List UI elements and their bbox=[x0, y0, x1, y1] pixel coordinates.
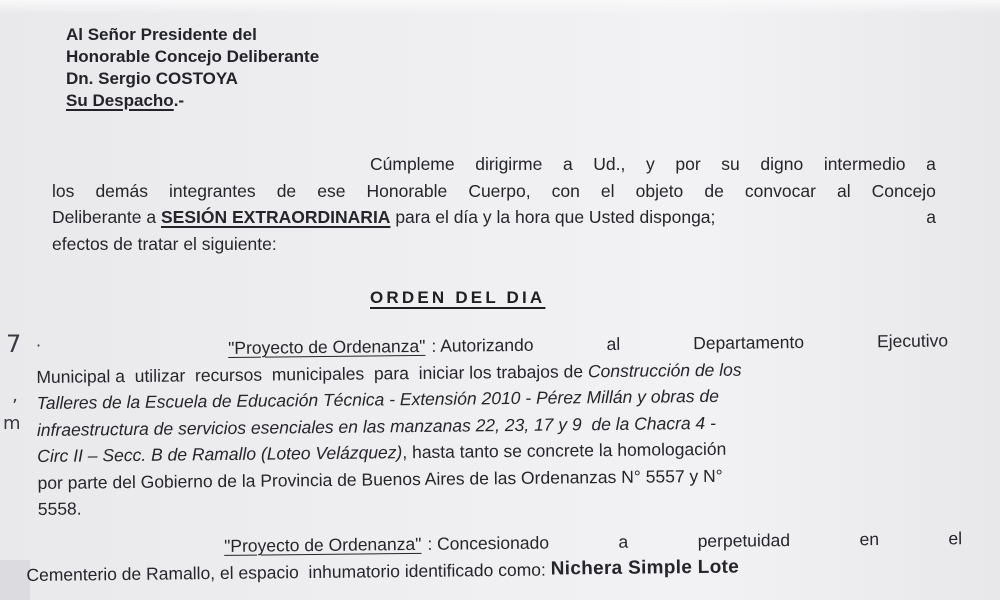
word: demás bbox=[95, 180, 148, 201]
word: Ud., bbox=[593, 154, 626, 174]
word: perpetuidad bbox=[697, 529, 791, 551]
item-label: "Proyecto de Ordenanza" bbox=[228, 335, 426, 358]
word: Concejo bbox=[871, 180, 936, 201]
intro-line bbox=[52, 151, 936, 178]
word: su bbox=[721, 154, 740, 174]
word: en bbox=[859, 529, 880, 550]
word: Cuerpo, bbox=[468, 180, 531, 201]
item-line: Circ II – Secc. B de Ramallo (Loteo Velázquez) , hasta tanto se concrete la homologación bbox=[37, 438, 727, 466]
su-despacho: Su Despacho bbox=[66, 91, 174, 110]
addressee-line: Su Despacho.- bbox=[66, 91, 185, 110]
word: Departamento bbox=[693, 331, 805, 354]
page-top-highlight bbox=[0, 0, 1000, 14]
word: a bbox=[618, 531, 629, 552]
word: el bbox=[948, 528, 963, 549]
word: de bbox=[704, 180, 724, 201]
handwritten-mark: m bbox=[3, 413, 21, 434]
agenda-item-2 bbox=[26, 525, 963, 588]
word: a bbox=[926, 154, 936, 174]
word: Cúmpleme bbox=[370, 154, 455, 174]
word: objeto bbox=[635, 180, 684, 201]
item-line: infraestructura de servicios esenciales en las manzanas 22, 23, 17 y 9 de la Chacra 4 - bbox=[36, 412, 717, 440]
word: de bbox=[276, 180, 297, 201]
word: intermedio bbox=[823, 154, 906, 174]
intro-paragraph bbox=[52, 151, 936, 257]
word: convocar bbox=[744, 180, 816, 201]
word: integrantes bbox=[169, 180, 256, 201]
word: a bbox=[562, 154, 573, 174]
word: Ejecutivo bbox=[876, 330, 949, 352]
word: : Autorizando bbox=[431, 334, 534, 356]
word: por bbox=[675, 154, 701, 174]
sesion-extraordinaria: SESIÓN EXTRAORDINARIA bbox=[160, 207, 391, 227]
item-label: "Proyecto de Ordenanza" bbox=[224, 533, 422, 556]
intro-line: efectos de tratar el siguiente: bbox=[52, 233, 277, 254]
addressee-line: Al Señor Presidente del bbox=[66, 25, 257, 44]
addressee-line: Honorable Concejo Deliberante bbox=[66, 47, 320, 66]
word: y bbox=[646, 154, 655, 174]
handwritten-mark: ʼ bbox=[12, 396, 18, 417]
word: ese bbox=[317, 180, 346, 201]
word: digno bbox=[760, 154, 804, 174]
item-line: Municipal a utilizar recursos municipales para iniciar los trabajos de Construcción de los bbox=[36, 359, 742, 387]
intro-line: Deliberante a SESIÓN EXTRAORDINARIA para el día y la hora que Usted disponga; a bbox=[52, 207, 936, 227]
word: : Concesionado bbox=[427, 532, 550, 554]
handwritten-mark: 7 bbox=[6, 330, 22, 358]
item-line: Cementerio de Ramallo, el espacio inhumatorio identificado como: Nichera Simple Lote bbox=[26, 556, 740, 585]
word: al bbox=[836, 180, 851, 201]
agenda-title: ORDEN DEL DIA bbox=[370, 288, 546, 307]
word: con bbox=[551, 180, 580, 201]
word: dirigirme bbox=[475, 154, 543, 174]
word: al bbox=[606, 333, 621, 355]
word: Honorable bbox=[366, 180, 448, 201]
nichera-simple-lote: Nichera Simple Lote bbox=[550, 556, 740, 580]
handwritten-mark: · bbox=[36, 336, 42, 355]
intro-line bbox=[52, 178, 936, 205]
item-line: Talleres de la Escuela de Educación Técnica - Extensión 2010 - Pérez Millán y obras de bbox=[36, 385, 719, 413]
item-line: 5558. bbox=[37, 498, 82, 519]
addressee-block bbox=[66, 24, 319, 112]
word: el bbox=[600, 180, 615, 201]
agenda-item-1 bbox=[36, 327, 950, 522]
word: los bbox=[52, 180, 75, 201]
item-line: por parte del Gobierno de la Provincia de Buenos Aires de las Ordenanzas N° 5557 y N° bbox=[37, 465, 723, 493]
addressee-line: Dn. Sergio COSTOYA bbox=[66, 69, 238, 88]
